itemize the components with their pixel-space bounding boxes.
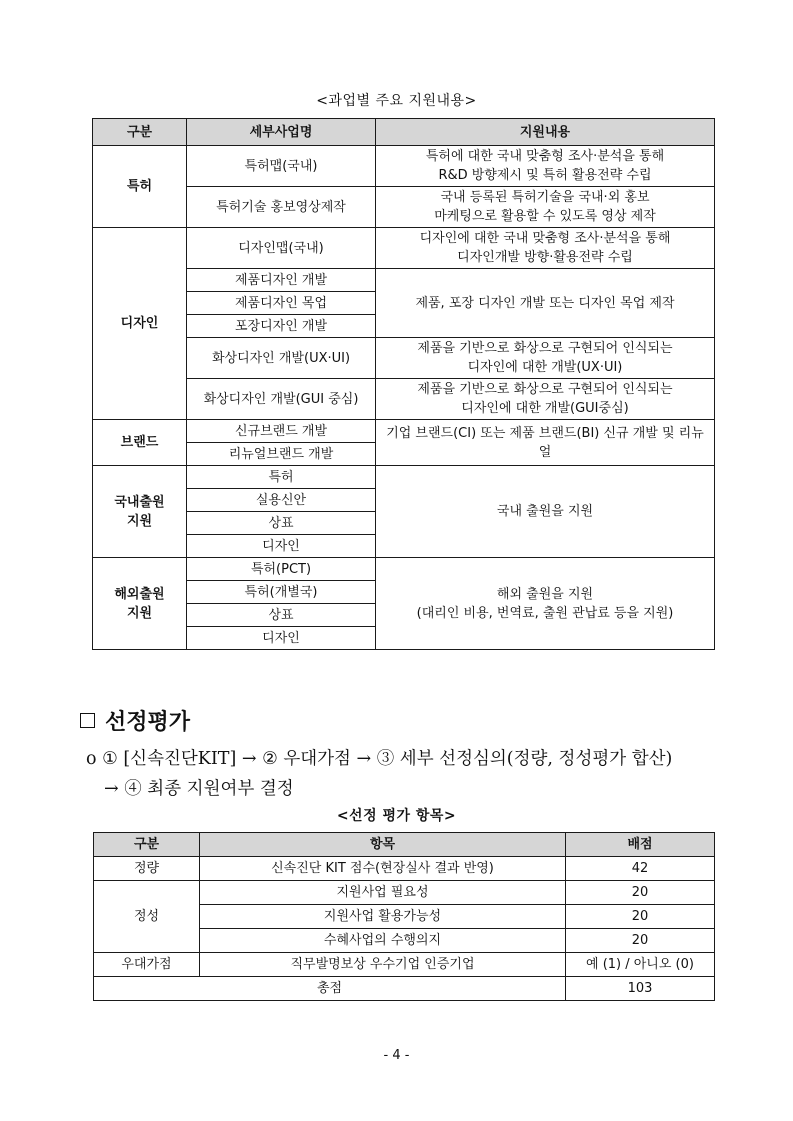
content-cell: 제품, 포장 디자인 개발 또는 디자인 목업 제작 [376, 269, 715, 338]
project-cell: 특허맵(국내) [187, 146, 376, 187]
category-patent: 특허 [93, 146, 187, 228]
table-row [94, 881, 715, 905]
category-design: 디자인 [93, 228, 187, 420]
table-row [93, 466, 715, 489]
project-cell: 상표 [187, 604, 376, 627]
project-cell: 특허 [187, 466, 376, 489]
category-quantitative: 정량 [94, 857, 200, 881]
score-cell: 20 [566, 905, 715, 929]
checkbox-square-icon [80, 713, 95, 728]
process-line-2: → ④ 최종 지원여부 결정 [104, 779, 294, 799]
content-cell: 국내 등록된 특허기술을 국내·외 홍보 마케팅으로 활용할 수 있도록 영상 제작 [376, 187, 715, 228]
header-project: 세부사업명 [187, 119, 376, 146]
table-row [93, 379, 715, 420]
project-cell: 디자인 [187, 627, 376, 650]
project-cell: 디자인맵(국내) [187, 228, 376, 269]
content-cell: 해외 출원을 지원 (대리인 비용, 번역료, 출원 관납료 등을 지원) [376, 558, 715, 650]
table-row [94, 953, 715, 977]
selection-process-paragraph [86, 744, 726, 804]
table-row [93, 187, 715, 228]
evaluation-table [93, 832, 715, 1001]
content-cell: 디자인에 대한 국내 맞춤형 조사·분석을 통해 디자인개발 방향·활용전략 수립 [376, 228, 715, 269]
content-cell: 기업 브랜드(CI) 또는 제품 브랜드(BI) 신규 개발 및 리뉴얼 [376, 420, 715, 466]
support-content-table [92, 118, 715, 650]
header-category: 구분 [94, 833, 200, 857]
project-cell: 화상디자인 개발(GUI 중심) [187, 379, 376, 420]
table-row [93, 269, 715, 292]
item-cell: 직무발명보상 우수기업 인증기업 [200, 953, 566, 977]
project-cell: 신규브랜드 개발 [187, 420, 376, 443]
header-category: 구분 [93, 119, 187, 146]
content-cell: 특허에 대한 국내 맞춤형 조사·분석을 통해 R&D 방향제시 및 특허 활용전략 수립 [376, 146, 715, 187]
category-bonus: 우대가점 [94, 953, 200, 977]
table-header-row [94, 833, 715, 857]
table-row [93, 420, 715, 443]
content-cell: 국내 출원을 지원 [376, 466, 715, 558]
header-item: 항목 [200, 833, 566, 857]
table1-caption: <과업별 주요 지원내용> [316, 93, 477, 109]
table2-caption: <선정 평가 항목> [336, 808, 457, 824]
project-cell: 제품디자인 개발 [187, 269, 376, 292]
project-cell: 특허(PCT) [187, 558, 376, 581]
category-domestic: 국내출원 지원 [93, 466, 187, 558]
content-cell: 제품을 기반으로 화상으로 구현되어 인식되는 디자인에 대한 개발(GUI중심) [376, 379, 715, 420]
project-cell: 특허기술 홍보영상제작 [187, 187, 376, 228]
score-cell: 20 [566, 881, 715, 905]
section-heading [80, 705, 190, 736]
project-cell: 제품디자인 목업 [187, 292, 376, 315]
item-cell: 지원사업 활용가능성 [200, 905, 566, 929]
process-line-1: o ① [신속진단KIT] → ② 우대가점 → ③ 세부 선정심의(정량, 정성평가 합산) [86, 749, 673, 769]
item-cell: 지원사업 필요성 [200, 881, 566, 905]
project-cell: 리뉴얼브랜드 개발 [187, 443, 376, 466]
item-cell: 신속진단 KIT 점수(현장실사 결과 반영) [200, 857, 566, 881]
category-overseas: 해외출원 지원 [93, 558, 187, 650]
project-cell: 포장디자인 개발 [187, 315, 376, 338]
project-cell: 디자인 [187, 535, 376, 558]
item-cell: 수혜사업의 수행의지 [200, 929, 566, 953]
total-label: 총점 [94, 977, 566, 1001]
header-content: 지원내용 [376, 119, 715, 146]
table-header-row [93, 119, 715, 146]
page-number: - 4 - [383, 1048, 410, 1063]
header-score: 배점 [566, 833, 715, 857]
project-cell: 실용신안 [187, 489, 376, 512]
project-cell: 상표 [187, 512, 376, 535]
table-row [93, 228, 715, 269]
table-row [94, 857, 715, 881]
project-cell: 화상디자인 개발(UX·UI) [187, 338, 376, 379]
score-cell: 20 [566, 929, 715, 953]
score-cell: 42 [566, 857, 715, 881]
table-row [94, 977, 715, 1001]
table-row [93, 338, 715, 379]
section-title: 선정평가 [105, 710, 191, 735]
category-qualitative: 정성 [94, 881, 200, 953]
table-row [93, 558, 715, 581]
total-score: 103 [566, 977, 715, 1001]
table-row [93, 146, 715, 187]
score-cell: 예 (1) / 아니오 (0) [566, 953, 715, 977]
content-cell: 제품을 기반으로 화상으로 구현되어 인식되는 디자인에 대한 개발(UX·UI) [376, 338, 715, 379]
project-cell: 특허(개별국) [187, 581, 376, 604]
category-brand: 브랜드 [93, 420, 187, 466]
